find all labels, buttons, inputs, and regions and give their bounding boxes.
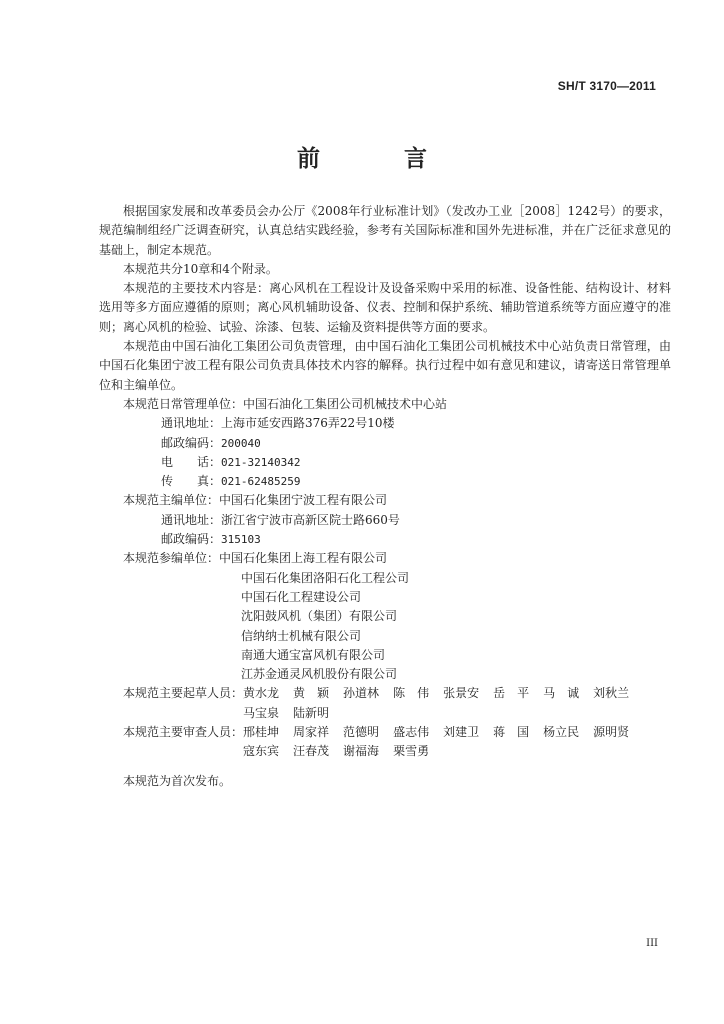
paragraph-management: 本规范由中国石油化工集团公司负责管理，由中国石油化工集团公司机械技术中心站负责日常管理，由中国石化集团宁波工程有限公司负责具体技术内容的解释。执行过程中如有意见和建议，请寄送日常管理单位和主编单位。 [99,339,671,392]
chief-editor-postcode-label: 邮政编码： [161,532,222,547]
participant-org: 沈阳鼓风机（集团）有限公司 [241,609,398,624]
reviewer-name: 蒋 国 [493,725,530,740]
paragraph-main-content: 本规范的主要技术内容是：离心风机在工程设计及设备采购中采用的标准、设备性能、结构设计、材料选用等多方面应遵循的原则；离心风机辅助设备、仪表、控制和保护系统、辅助管道系统等方面应遵守的准则；离心风机的检验、试验、涂漆、包装、运输及资料提供等方面的要求。 [99,281,671,334]
reviewer-name: 邢桂坤 [243,725,280,740]
chief-editor-label: 本规范主编单位： [123,493,220,508]
drafter-name: 刘秋兰 [593,686,630,701]
drafter-name: 岳 平 [493,686,530,701]
reviewer-name: 源明贤 [593,725,630,740]
management-address: 上海市延安西路376弄22号10楼 [221,416,395,431]
participant-org: 南通大通宝富风机有限公司 [241,647,386,662]
reviewer-name: 汪春茂 [293,744,330,759]
document-body [99,202,671,762]
standard-code: SH/T 3170—2011 [557,79,656,93]
reviewer-name: 刘建卫 [443,725,480,740]
first-release-note: 本规范为首次发布。 [123,774,232,788]
drafter-name: 马宝泉 [243,705,280,720]
participants-label: 本规范参编单位： [123,551,220,566]
management-postcode: 200040 [221,436,261,450]
reviewer-name: 栗雪勇 [393,744,430,759]
page-title: 前 言 [296,145,465,172]
reviewer-name: 杨立民 [543,725,580,740]
management-org: 中国石油化工集团公司机械技术中心站 [243,396,448,411]
participant-org: 中国石化集团洛阳石化工程公司 [241,570,410,585]
chief-editor-org: 中国石化集团宁波工程有限公司 [219,493,388,508]
drafters-label: 本规范主要起草人员： [123,686,244,701]
page-number: III [646,938,658,949]
participant-org: 中国石化工程建设公司 [241,589,362,604]
management-label: 本规范日常管理单位： [123,396,244,411]
drafter-name: 马 诚 [543,686,580,701]
chief-editor-address: 浙江省宁波市高新区院士路660号 [221,512,400,527]
management-phone-label: 电 话： [161,454,222,469]
participant-org: 信纳纳士机械有限公司 [241,628,362,643]
management-fax-label: 传 真： [161,474,222,489]
drafter-name: 孙道林 [343,686,380,701]
drafter-name: 陆新明 [293,705,330,720]
reviewer-name: 盛志伟 [393,725,430,740]
management-unit-block [99,395,671,491]
participants-block [99,549,671,684]
drafter-name: 黄水龙 [243,686,280,701]
drafter-name: 张景安 [443,686,480,701]
chief-editor-address-label: 通讯地址： [161,512,222,527]
reviewer-name: 谢福海 [343,744,380,759]
paragraph-structure: 本规范共分10章和4个附录。 [123,261,278,276]
participant-org: 江苏金通灵风机股份有限公司 [241,667,398,682]
drafter-name: 陈 伟 [393,686,430,701]
drafter-name: 黄 颖 [293,686,330,701]
management-address-label: 通讯地址： [161,416,222,431]
participant-org: 中国石化集团上海工程有限公司 [219,551,388,566]
reviewer-name: 范德明 [343,725,380,740]
paragraph-basis: 根据国家发展和改革委员会办公厅《2008年行业标准计划》（发改办工业［2008］1242号）的要求，规范编制组经广泛调查研究，认真总结实践经验，参考有关国际标准和国外先进标准，并在广泛征求意见的基础上，制定本规范。 [99,204,671,257]
management-postcode-label: 邮政编码： [161,435,222,450]
chief-editor-block [99,491,671,549]
drafters-block [99,684,671,723]
reviewer-name: 周家祥 [293,725,330,740]
management-fax: 021-62485259 [221,475,301,489]
drafters-names [243,684,671,723]
reviewer-name: 寇东宾 [243,744,280,759]
management-phone: 021-32140342 [221,455,301,469]
reviewers-block [99,723,671,762]
reviewers-label: 本规范主要审查人员： [123,725,244,740]
chief-editor-postcode: 315103 [221,533,261,547]
reviewers-names [243,723,671,762]
